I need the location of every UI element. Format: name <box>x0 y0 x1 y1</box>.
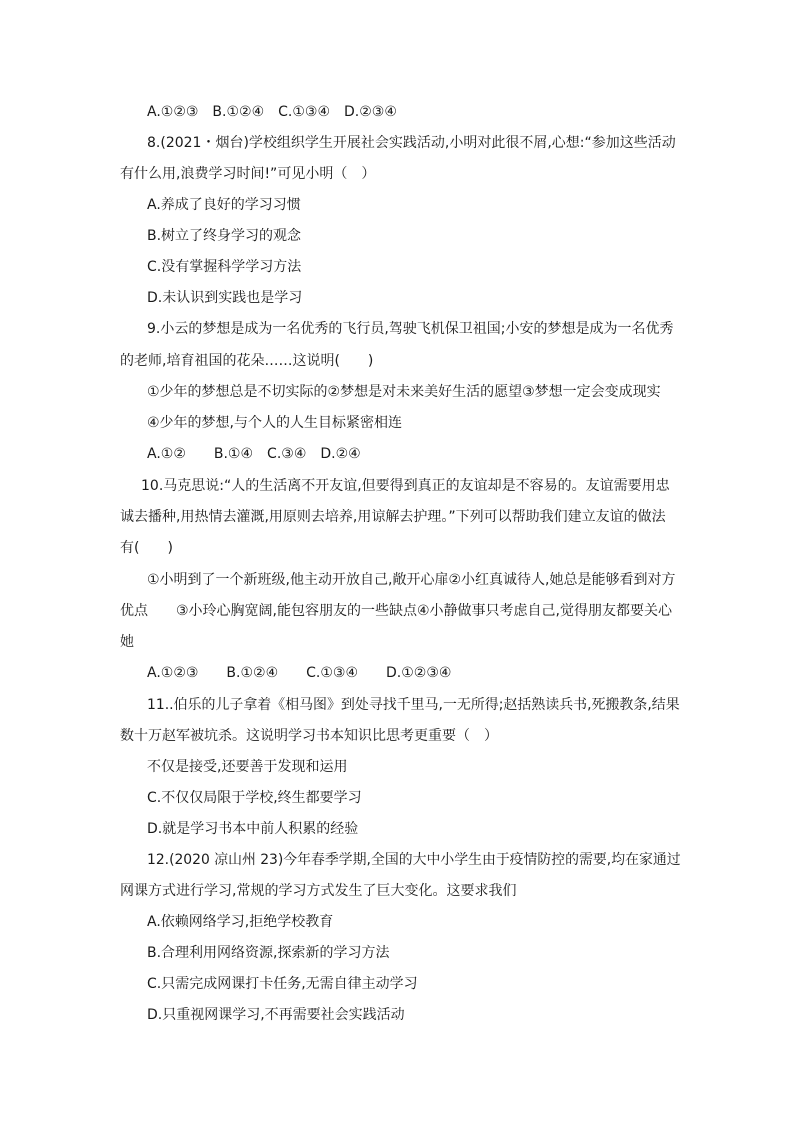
q9-statements-1: ①少年的梦想总是不切实际的②梦想是对未来美好生活的愿望③梦想一定会变成现实 <box>147 384 661 400</box>
q10-statements-2: 优点 ③小玲心胸宽阔,能包容朋友的一些缺点④小静做事只考虑自己,觉得朋友都要关心 <box>120 603 672 619</box>
q11-option-d: D.就是学习书本中前人积累的经验 <box>147 821 359 837</box>
q8-option-c: C.没有掌握科学学习方法 <box>147 259 302 275</box>
q12-option-c: C.只需完成网课打卡任务,无需自律主动学习 <box>147 976 418 992</box>
q8-stem-line2: 有什么用,浪费学习时间!”可见小明（ ） <box>120 166 376 182</box>
q8-option-d: D.未认识到实践也是学习 <box>147 290 303 306</box>
q9-stem-line1: 9.小云的梦想是成为一名优秀的飞行员,驾驶飞机保卫祖国;小安的梦想是成为一名优秀 <box>147 321 674 337</box>
q10-stem-line1: 10.马克思说:“人的生活离不开友谊,但要得到真正的友谊却是不容易的。友谊需要用忠 <box>141 478 670 494</box>
q10-stem-line3: 有( ) <box>120 540 173 556</box>
q10-options: A.①②③ B.①②④ C.①③④ D.①②③④ <box>147 665 452 681</box>
q9-statements-2: ④少年的梦想,与个人的人生目标紧密相连 <box>147 415 402 431</box>
q9-options: A.①② B.①④ C.③④ D.②④ <box>147 446 361 462</box>
q8-option-a: A.养成了良好的学习习惯 <box>147 197 301 213</box>
q12-option-a: A.依赖网络学习,拒绝学校教育 <box>147 914 334 930</box>
q11-option-c: C.不仅仅局限于学校,终生都要学习 <box>147 790 362 806</box>
q10-stem-line2: 诚去播种,用热情去灌溉,用原则去培养,用谅解去护理。”下列可以帮助我们建立友谊的做法 <box>120 509 666 525</box>
q10-statements-1: ①小明到了一个新班级,他主动开放自己,敞开心扉②小红真诚待人,她总是能够看到对方 <box>147 572 676 588</box>
q12-option-d: D.只重视网课学习,不再需要社会实践活动 <box>147 1007 405 1023</box>
q11-stem-line2: 数十万赵军被坑杀。这说明学习书本知识比思考更重要（ ） <box>120 728 498 744</box>
q10-statements-3: 她 <box>120 634 134 650</box>
q12-stem-line2: 网课方式进行学习,常规的学习方式发生了巨大变化。这要求我们 <box>120 883 517 899</box>
q8-stem-line1: 8.(2021・烟台)学校组织学生开展社会实践活动,小明对此很不屑,心想:“参加这些活动 <box>147 135 676 151</box>
q9-stem-line2: 的老师,培育祖国的花朵……这说明( ) <box>120 353 374 369</box>
q11-stem-line1: 11..伯乐的儿子拿着《相马图》到处寻找千里马,一无所得;赵括熟读兵书,死搬教条,结果 <box>147 697 680 713</box>
q12-option-b: B.合理利用网络资源,探索新的学习方法 <box>147 945 390 961</box>
q11-option-b: 不仅是接受,还要善于发现和运用 <box>147 759 348 775</box>
q8-option-b: B.树立了终身学习的观念 <box>147 228 302 244</box>
q7-options: A.①②③ B.①②④ C.①③④ D.②③④ <box>147 104 397 120</box>
q12-stem-line1: 12.(2020 凉山州 23)今年春季学期,全国的大中小学生由于疫情防控的需要,均在家通过 <box>147 852 681 868</box>
